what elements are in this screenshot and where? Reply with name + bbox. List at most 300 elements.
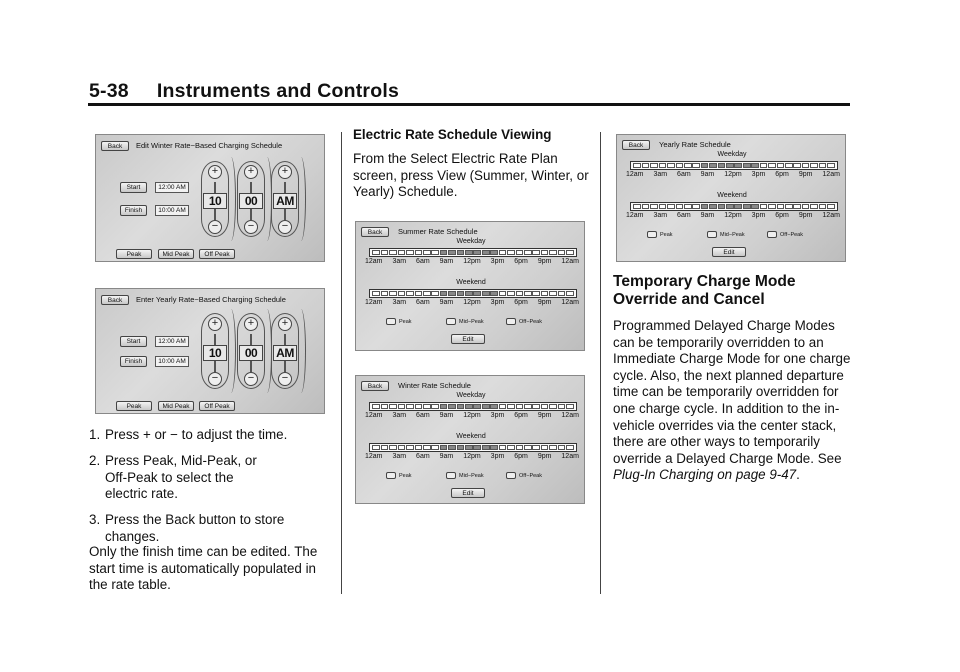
minus-icon[interactable]: − (244, 220, 258, 234)
time-tick: 3am (653, 212, 668, 219)
screen-title: Edit Winter Rate−Based Charging Schedule (136, 141, 283, 150)
time-tick: 12am (365, 299, 383, 306)
time-tick: 9am (439, 258, 454, 265)
time-tick: 3am (653, 171, 668, 178)
hour-segment (541, 445, 549, 450)
start-button[interactable]: Start (120, 336, 147, 347)
hour-segment (701, 163, 709, 168)
time-tick: 9am (700, 212, 715, 219)
hour-segment (777, 204, 785, 209)
hour-segment (482, 250, 490, 255)
minus-icon[interactable]: − (278, 372, 292, 386)
time-tick: 6am (416, 412, 430, 419)
weekday-tick-labels (365, 412, 579, 419)
time-tick: 12am (561, 258, 579, 265)
hour-segment (676, 204, 684, 209)
hour-segment (372, 404, 380, 409)
hour-segment (431, 291, 439, 296)
hour-segment (684, 163, 692, 168)
edit-button[interactable]: Edit (451, 488, 485, 498)
peak-button[interactable]: Peak (116, 249, 152, 259)
weekday-label: Weekday (456, 238, 486, 245)
weekday-timeline[interactable] (630, 161, 838, 170)
hour-segment (541, 291, 549, 296)
legend-swatch (386, 318, 396, 325)
hour-segment (701, 204, 709, 209)
section-heading-line2: Override and Cancel (613, 291, 765, 308)
legend-off-peak[interactable] (506, 472, 542, 479)
hour-segment (566, 445, 574, 450)
hour-segment (532, 445, 540, 450)
legend-swatch (767, 231, 777, 238)
hour-segment (566, 404, 574, 409)
minute-value: 00 (239, 345, 263, 361)
hour-segment (768, 204, 776, 209)
time-tick: 9pm (537, 412, 552, 419)
hour-segment (482, 291, 490, 296)
hour-segment (398, 445, 406, 450)
mid-peak-button[interactable]: Mid Peak (158, 249, 194, 259)
legend-off-peak[interactable] (767, 231, 803, 238)
weekday-label: Weekday (717, 151, 747, 158)
hour-segment (473, 291, 481, 296)
hour-segment (431, 445, 439, 450)
hour-segment (785, 163, 793, 168)
hour-segment (642, 204, 650, 209)
legend-label: Mid−Peak (459, 472, 484, 479)
weekday-tick-labels (365, 258, 579, 265)
hour-segment (482, 404, 490, 409)
hour-segment (558, 404, 566, 409)
hour-segment (465, 291, 473, 296)
hour-segment (389, 250, 397, 255)
weekend-label: Weekend (456, 279, 486, 286)
time-tick: 12pm (724, 212, 742, 219)
hour-segment (566, 291, 574, 296)
hour-segment (667, 204, 675, 209)
hour-segment (398, 250, 406, 255)
hour-segment (524, 404, 532, 409)
legend-swatch (506, 472, 516, 479)
hour-segment (448, 291, 456, 296)
time-tick: 12am (822, 171, 840, 178)
legend-mid-peak[interactable] (446, 318, 484, 325)
off-peak-button[interactable]: Off Peak (199, 249, 235, 259)
hour-segment (423, 250, 431, 255)
screen-title: Yearly Rate Schedule (659, 140, 731, 149)
ampm-value: AM (273, 193, 297, 209)
page-header: 5-38 Instruments and Controls (89, 80, 399, 102)
hour-segment (659, 204, 667, 209)
time-tick: 12am (365, 412, 383, 419)
hour-segment (827, 204, 835, 209)
hour-segment (785, 204, 793, 209)
minus-icon[interactable]: − (278, 220, 292, 234)
legend-peak[interactable] (647, 231, 673, 238)
hour-segment (499, 291, 507, 296)
hour-segment (709, 163, 717, 168)
time-tick: 9pm (537, 453, 552, 460)
step-number: 3. (89, 512, 101, 527)
time-tick: 6pm (514, 258, 528, 265)
hour-segment (381, 404, 389, 409)
instruction-step (89, 453, 351, 505)
plus-icon[interactable]: + (208, 165, 222, 179)
legend-swatch (446, 472, 456, 479)
off-peak-button[interactable]: Off Peak (199, 401, 235, 411)
hour-segment (819, 204, 827, 209)
time-tick: 3pm (490, 412, 505, 419)
minus-icon[interactable]: − (244, 372, 258, 386)
hour-segment (507, 404, 515, 409)
hour-segment (406, 404, 414, 409)
cross-reference-link[interactable]: Plug-In Charging on page 9-47 (613, 467, 797, 483)
legend-label: Peak (399, 318, 412, 325)
hour-segment (499, 250, 507, 255)
time-tick: 6pm (775, 171, 789, 178)
hour-segment (524, 250, 532, 255)
back-button[interactable]: Back (101, 295, 129, 305)
section-heading-line1: Temporary Charge Mode (613, 273, 796, 290)
screen-title: Enter Yearly Rate−Based Charging Schedule (136, 295, 286, 304)
hour-segment (381, 445, 389, 450)
hour-spinner (201, 313, 229, 389)
time-tick: 3pm (490, 299, 505, 306)
hour-segment (777, 163, 785, 168)
hour-segment (667, 163, 675, 168)
hour-segment (473, 404, 481, 409)
hour-segment (692, 204, 700, 209)
time-tick: 9pm (537, 299, 552, 306)
time-tick: 6am (416, 299, 430, 306)
legend-peak[interactable] (386, 318, 412, 325)
hour-segment (440, 445, 448, 450)
time-tick: 6pm (514, 412, 528, 419)
time-tick: 12am (365, 453, 383, 460)
hour-segment (465, 404, 473, 409)
minus-icon[interactable]: − (208, 220, 222, 234)
hour-segment (532, 291, 540, 296)
hour-segment (423, 445, 431, 450)
time-tick: 9pm (798, 171, 813, 178)
hour-segment (457, 404, 465, 409)
legend-label: Peak (660, 231, 673, 238)
weekend-tick-labels (365, 299, 579, 306)
weekend-label: Weekend (456, 433, 486, 440)
weekend-label: Weekend (717, 192, 747, 199)
hour-segment (389, 291, 397, 296)
legend-swatch (446, 318, 456, 325)
hour-segment (793, 163, 801, 168)
hour-segment (490, 404, 498, 409)
time-tick: 3pm (490, 258, 505, 265)
time-tick: 12am (626, 171, 644, 178)
hour-segment (633, 204, 641, 209)
hour-segment (482, 445, 490, 450)
hour-segment (743, 204, 751, 209)
legend-label: Off−Peak (519, 318, 542, 325)
hour-segment (566, 250, 574, 255)
viewing-paragraph: From the Select Electric Rate Plan screen, press View (Summer, Winter, or Yearly) Schedule. (353, 151, 589, 200)
hour-segment (516, 404, 524, 409)
hour-segment (381, 250, 389, 255)
hour-segment (507, 291, 515, 296)
plus-icon[interactable]: + (278, 317, 292, 331)
hour-segment (507, 250, 515, 255)
hour-segment (558, 250, 566, 255)
time-tick: 12pm (463, 412, 481, 419)
step-text: Press the Back button to store changes. (105, 512, 285, 544)
time-tick: 3am (392, 299, 407, 306)
hour-segment (541, 404, 549, 409)
hour-value: 10 (203, 193, 227, 209)
weekend-timeline[interactable] (369, 443, 577, 452)
start-time-field: 12:00 AM (155, 336, 189, 347)
weekend-timeline[interactable] (369, 289, 577, 298)
step-number: 1. (89, 427, 101, 442)
hour-segment (558, 291, 566, 296)
bracket-divider (226, 157, 236, 241)
time-tick: 12am (561, 412, 579, 419)
time-tick: 6am (416, 453, 430, 460)
time-tick: 9am (439, 412, 454, 419)
hour-segment (473, 445, 481, 450)
mid-peak-button[interactable]: Mid Peak (158, 401, 194, 411)
legend-swatch (647, 231, 657, 238)
hour-segment (684, 204, 692, 209)
bracket-divider (296, 157, 306, 241)
hour-segment (490, 291, 498, 296)
hour-segment (389, 404, 397, 409)
yearly-schedule-screen (616, 134, 846, 262)
time-tick: 12am (561, 299, 579, 306)
hour-segment (490, 250, 498, 255)
edit-schedule-screen-yearly (95, 288, 325, 414)
back-button[interactable]: Back (101, 141, 129, 151)
time-tick: 6am (677, 171, 691, 178)
hour-segment (465, 250, 473, 255)
hour-segment (718, 204, 726, 209)
hour-segment (659, 163, 667, 168)
legend-off-peak[interactable] (506, 318, 542, 325)
step-text: Press + or − to adjust the time. (105, 427, 288, 442)
hour-spinner (201, 161, 229, 237)
hour-value: 10 (203, 345, 227, 361)
time-tick: 9am (439, 299, 454, 306)
hour-segment (751, 204, 759, 209)
plus-icon[interactable]: + (278, 165, 292, 179)
weekday-tick-labels (626, 171, 840, 178)
time-tick: 9am (700, 171, 715, 178)
hour-segment (415, 404, 423, 409)
hour-segment (760, 204, 768, 209)
ampm-value: AM (273, 345, 297, 361)
ampm-spinner (271, 161, 299, 237)
legend-mid-peak[interactable] (446, 472, 484, 479)
ampm-spinner (271, 313, 299, 389)
time-tick: 6pm (775, 212, 789, 219)
time-tick: 3am (392, 412, 407, 419)
hour-segment (457, 291, 465, 296)
time-tick: 3pm (751, 171, 766, 178)
hour-segment (650, 204, 658, 209)
hour-segment (465, 445, 473, 450)
override-paragraph (613, 318, 859, 484)
hour-segment (524, 445, 532, 450)
time-tick: 12pm (463, 258, 481, 265)
time-tick: 9pm (798, 212, 813, 219)
hour-segment (726, 163, 734, 168)
hour-segment (718, 163, 726, 168)
legend-peak[interactable] (386, 472, 412, 479)
hour-segment (448, 404, 456, 409)
weekday-label: Weekday (456, 392, 486, 399)
legend-mid-peak[interactable] (707, 231, 745, 238)
minute-spinner (237, 161, 265, 237)
bracket-divider (226, 309, 236, 393)
hour-segment (549, 291, 557, 296)
hour-segment (532, 250, 540, 255)
legend-label: Mid−Peak (720, 231, 745, 238)
edit-button[interactable]: Edit (712, 247, 746, 257)
hour-segment (457, 445, 465, 450)
hour-segment (734, 204, 742, 209)
legend-swatch (707, 231, 717, 238)
plus-icon[interactable]: + (244, 165, 258, 179)
weekday-timeline[interactable] (369, 402, 577, 411)
hour-segment (532, 404, 540, 409)
time-tick: 9am (439, 453, 454, 460)
hour-segment (709, 204, 717, 209)
hour-segment (760, 163, 768, 168)
winter-schedule-screen (355, 375, 585, 504)
hour-segment (457, 250, 465, 255)
instruction-step (89, 512, 351, 548)
back-button[interactable]: Back (622, 140, 650, 150)
hour-segment (633, 163, 641, 168)
hour-segment (406, 445, 414, 450)
summer-schedule-screen (355, 221, 585, 351)
hour-segment (372, 445, 380, 450)
plus-icon[interactable]: + (208, 317, 222, 331)
back-button[interactable]: Back (361, 227, 389, 237)
hour-segment (381, 291, 389, 296)
weekday-timeline[interactable] (369, 248, 577, 257)
hour-segment (516, 291, 524, 296)
hour-segment (507, 445, 515, 450)
finish-time-field: 10:00 AM (155, 356, 189, 367)
minus-icon[interactable]: − (208, 372, 222, 386)
time-tick: 3pm (751, 212, 766, 219)
back-button[interactable]: Back (361, 381, 389, 391)
finish-time-field: 10:00 AM (155, 205, 189, 216)
plus-icon[interactable]: + (244, 317, 258, 331)
finish-button[interactable]: Finish (120, 205, 147, 216)
time-tick: 6am (677, 212, 691, 219)
time-tick: 12pm (724, 171, 742, 178)
hour-segment (793, 204, 801, 209)
hour-segment (406, 291, 414, 296)
start-button[interactable]: Start (120, 182, 147, 193)
finish-button[interactable]: Finish (120, 356, 147, 367)
hour-segment (448, 250, 456, 255)
hour-segment (440, 404, 448, 409)
hour-segment (440, 250, 448, 255)
hour-segment (415, 250, 423, 255)
hour-segment (398, 291, 406, 296)
hour-segment (827, 163, 835, 168)
legend-label: Off−Peak (519, 472, 542, 479)
hour-segment (549, 250, 557, 255)
instruction-step (89, 427, 351, 445)
time-tick: 12am (561, 453, 579, 460)
hour-segment (768, 163, 776, 168)
hour-segment (423, 404, 431, 409)
hour-segment (372, 291, 380, 296)
time-tick: 6am (416, 258, 430, 265)
weekend-tick-labels (365, 453, 579, 460)
edit-button[interactable]: Edit (451, 334, 485, 344)
time-tick: 3pm (490, 453, 505, 460)
hour-segment (499, 404, 507, 409)
hour-segment (692, 163, 700, 168)
hour-segment (440, 291, 448, 296)
screen-title: Summer Rate Schedule (398, 227, 478, 236)
hour-segment (490, 445, 498, 450)
time-tick: 9pm (537, 258, 552, 265)
step-number: 2. (89, 453, 101, 468)
hour-segment (431, 250, 439, 255)
hour-segment (676, 163, 684, 168)
hour-segment (448, 445, 456, 450)
hour-segment (499, 445, 507, 450)
hour-segment (389, 445, 397, 450)
hour-segment (516, 445, 524, 450)
hour-segment (642, 163, 650, 168)
hour-segment (734, 163, 742, 168)
override-body: Programmed Delayed Charge Modes can be temporarily overridden to an Immediate Charge Mode for one charge cycle. Also, the next planned departure time can be temporarily overridden for one charge cycle. In addition to the in-vehicle overrides via the center stack, there are other ways to temporarily override a Delayed Charge Mode. See (613, 318, 851, 466)
legend-label: Mid−Peak (459, 318, 484, 325)
hour-segment (726, 204, 734, 209)
hour-segment (810, 163, 818, 168)
hour-segment (406, 250, 414, 255)
time-tick: 3am (392, 453, 407, 460)
minute-value: 00 (239, 193, 263, 209)
hour-segment (431, 404, 439, 409)
screen-title: Winter Rate Schedule (398, 381, 471, 390)
weekend-timeline[interactable] (630, 202, 838, 211)
hour-segment (549, 445, 557, 450)
hour-segment (516, 250, 524, 255)
section-heading (613, 273, 853, 309)
bracket-divider (296, 309, 306, 393)
legend-label: Peak (399, 472, 412, 479)
time-tick: 12pm (463, 453, 481, 460)
start-time-field: 12:00 AM (155, 182, 189, 193)
hour-segment (743, 163, 751, 168)
legend-swatch (386, 472, 396, 479)
edit-schedule-screen-winter (95, 134, 325, 262)
override-end: . (796, 467, 800, 483)
peak-button[interactable]: Peak (116, 401, 152, 411)
hour-segment (650, 163, 658, 168)
time-tick: 6pm (514, 453, 528, 460)
hour-segment (751, 163, 759, 168)
hour-segment (558, 445, 566, 450)
column-divider-2 (600, 132, 601, 594)
hour-segment (524, 291, 532, 296)
hour-segment (541, 250, 549, 255)
